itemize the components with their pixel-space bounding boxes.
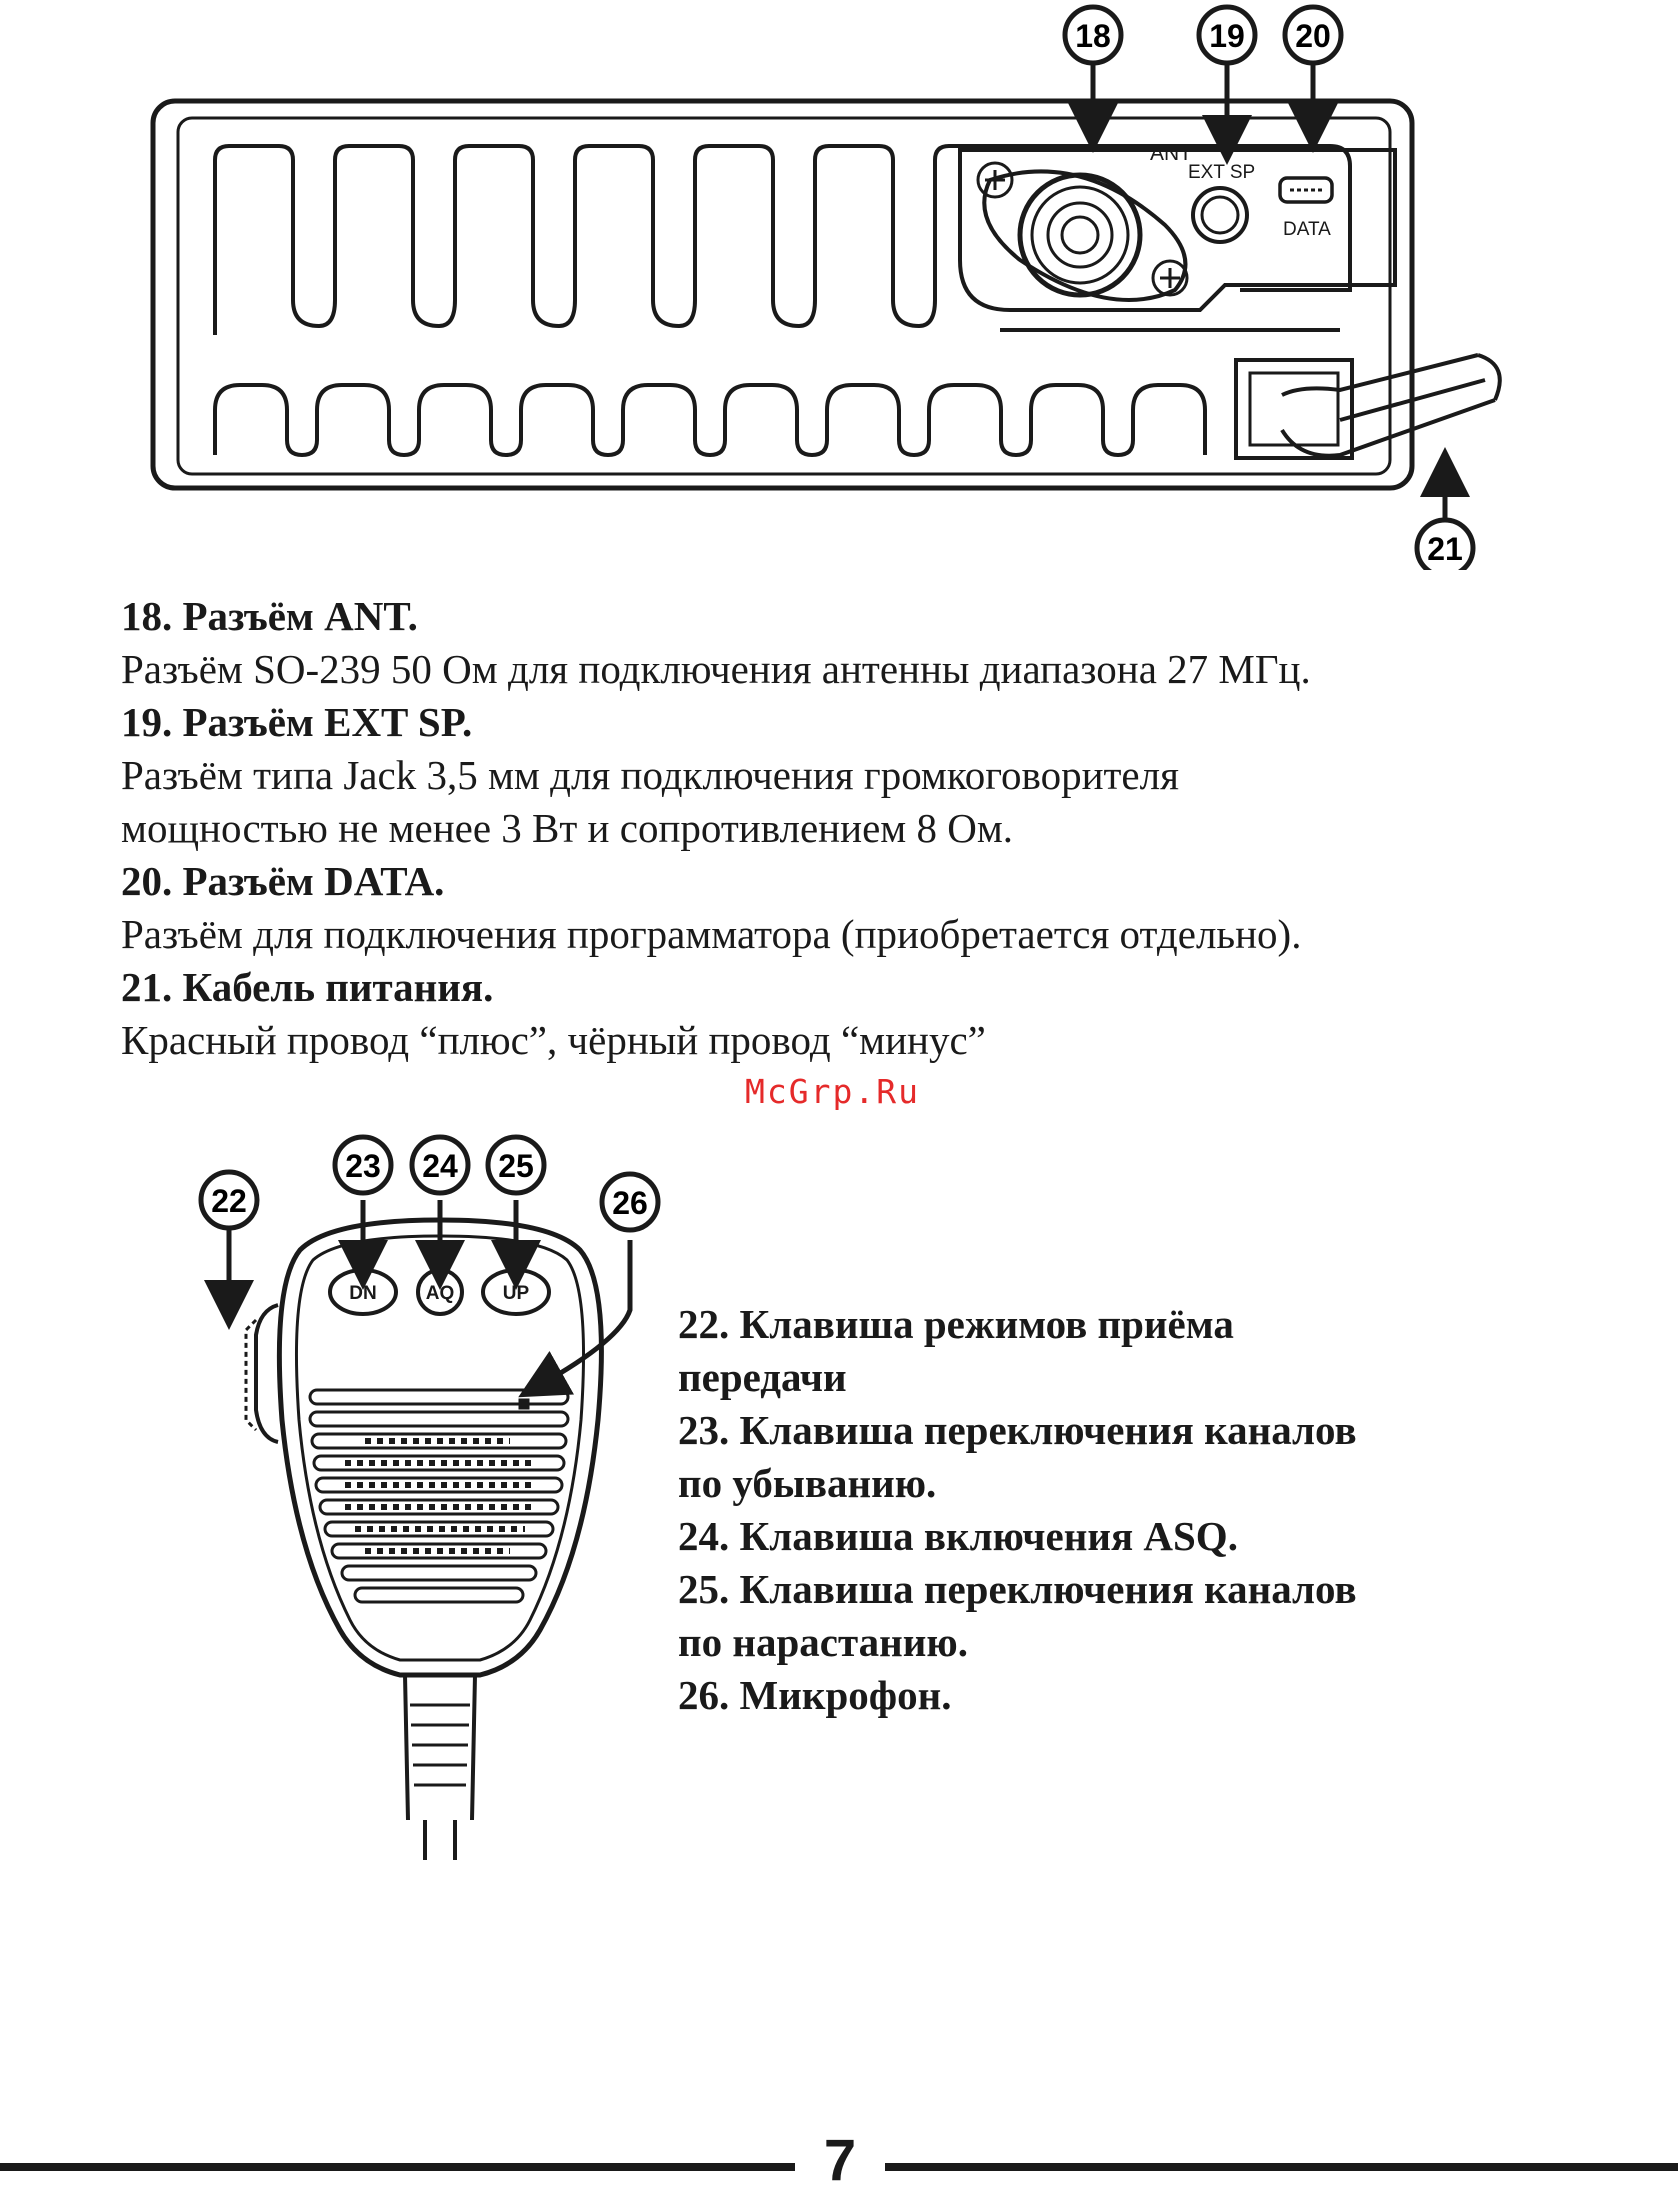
- ext-sp-jack: [1193, 188, 1247, 242]
- svg-text:UP: UP: [502, 1283, 530, 1304]
- mic-desc-line: 23. Клавиша переключения каналов: [678, 1407, 1357, 1453]
- callout-22: [201, 1172, 257, 1228]
- mic-desc-line: 25. Клавиша переключения каналов: [678, 1566, 1357, 1612]
- mic-body: [246, 1220, 601, 1860]
- footer-rule-left: [0, 2163, 795, 2171]
- desc-title: 21. Кабель питания.: [121, 964, 494, 1010]
- mic-desc-line: 26. Микрофон.: [678, 1672, 952, 1718]
- svg-text:26: 26: [612, 1185, 648, 1221]
- callout-20: [1285, 7, 1341, 63]
- microphone-descriptions: [678, 1298, 1578, 1722]
- callout-25: [488, 1137, 544, 1193]
- svg-text:20: 20: [1295, 18, 1331, 54]
- mic-desc-line: по нарастанию.: [678, 1619, 968, 1665]
- desc-body-line: Разъём SO-239 50 Ом для подключения антенны диапазона 27 МГц.: [121, 646, 1311, 692]
- aq-button[interactable]: [418, 1270, 462, 1314]
- microphone-figure: [180, 1120, 700, 1880]
- desc-body-line: Разъём для подключения программатора (приобретается отдельно).: [121, 911, 1302, 957]
- footer-rule-right: [885, 2163, 1678, 2171]
- page-number: 7: [823, 2128, 857, 2193]
- svg-text:25: 25: [498, 1148, 534, 1184]
- callout-18: [1065, 7, 1121, 63]
- desc-19: [121, 696, 1581, 855]
- callout-26: [602, 1174, 658, 1230]
- radio-body: [153, 101, 1412, 488]
- svg-text:24: 24: [422, 1148, 458, 1184]
- desc-20: [121, 855, 1581, 961]
- mic-grille: [310, 1390, 568, 1602]
- ant-label: ANT: [1150, 142, 1192, 165]
- svg-text:22: 22: [211, 1183, 247, 1219]
- desc-body-line: Красный провод “плюс”, чёрный провод “минус”: [121, 1017, 986, 1063]
- connector-descriptions: [121, 590, 1581, 1067]
- desc-title: 19. Разъём EXT SP.: [121, 699, 473, 745]
- dn-button[interactable]: [330, 1270, 396, 1314]
- svg-text:AQ: AQ: [425, 1283, 455, 1304]
- svg-text:23: 23: [345, 1148, 381, 1184]
- desc-21: [121, 961, 1581, 1067]
- desc-body-line: Разъём типа Jack 3,5 мм для подключения громкоговорителя: [121, 752, 1179, 798]
- svg-text:19: 19: [1209, 18, 1245, 54]
- mic-desc-line: по убыванию.: [678, 1460, 937, 1506]
- desc-title: 18. Разъём ANT.: [121, 593, 418, 639]
- watermark-link[interactable]: McGrp.Ru: [745, 1072, 920, 1111]
- ext-sp-label: EXT SP: [1188, 162, 1256, 183]
- mic-desc-line: передачи: [678, 1354, 847, 1400]
- callout-23: [335, 1137, 391, 1193]
- mic-desc-line: 22. Клавиша режимов приёма: [678, 1301, 1234, 1347]
- data-label: DATA: [1283, 219, 1331, 240]
- svg-text:DN: DN: [349, 1283, 377, 1304]
- desc-title: 20. Разъём DATA.: [121, 858, 445, 904]
- mic-desc-line: 24. Клавиша включения ASQ.: [678, 1513, 1238, 1559]
- callout-21: [1417, 520, 1473, 570]
- callout-19: [1199, 7, 1255, 63]
- svg-text:21: 21: [1427, 531, 1463, 567]
- radio-rear-panel-figure: [0, 0, 1678, 570]
- callout-24: [412, 1137, 468, 1193]
- data-port: [1280, 178, 1332, 202]
- ant-connector: [978, 163, 1187, 300]
- up-button[interactable]: [483, 1270, 549, 1314]
- svg-text:18: 18: [1075, 18, 1111, 54]
- desc-body-line: мощностью не менее 3 Вт и сопротивлением 8 Ом.: [121, 805, 1014, 851]
- desc-18: [121, 590, 1581, 696]
